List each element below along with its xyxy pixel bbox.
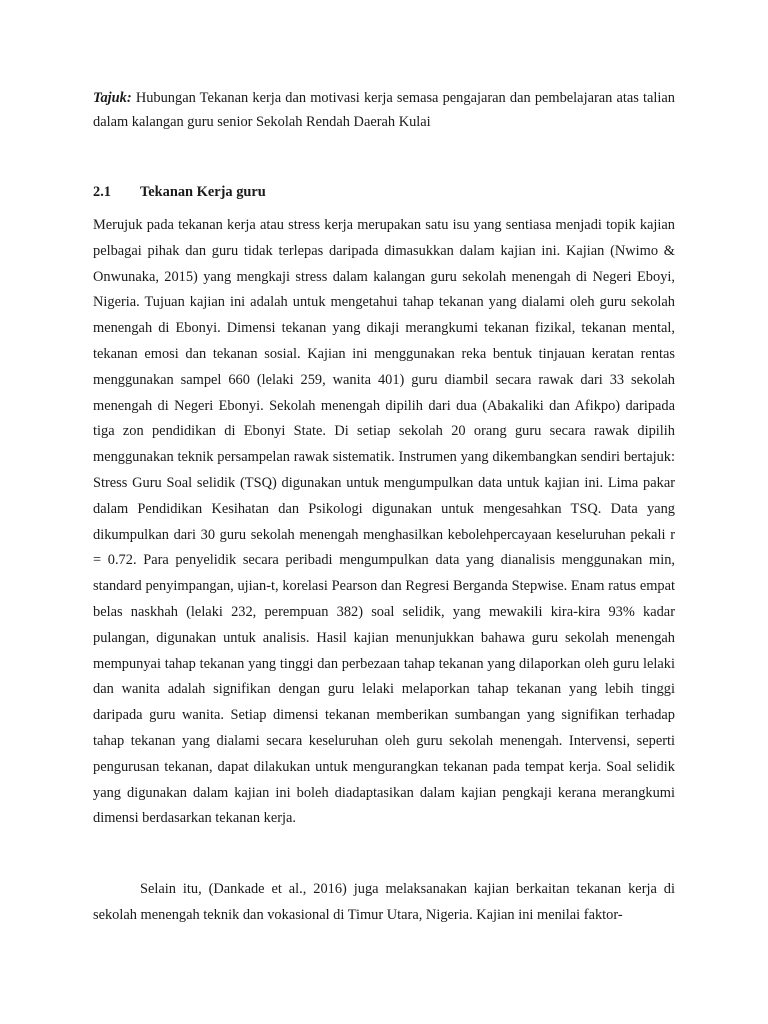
document-title xyxy=(93,86,675,134)
section-title: Tekanan Kerja guru xyxy=(140,184,266,200)
body-paragraph: Merujuk pada tekanan kerja atau stress kerja merupakan satu isu yang sentiasa menjadi topik kajian pelbagai pihak dan guru tidak terlepas daripada dimasukkan dalam kajian ini. Kajian (Nwimo & Onwunaka, 2015) yang mengkaji stress dalam kalangan guru sekolah menengah di Negeri Eboyi, Nigeria. Tujuan kajian ini adalah untuk mengetahui tahap tekanan yang dialami oleh guru sekolah menengah di Ebonyi. Dimensi tekanan yang dikaji merangkumi tekanan fizikal, tekanan mental, tekanan emosi dan tekanan sosial. Kajian ini menggunakan reka bentuk tinjauan keratan rentas menggunakan sampel 660 (lelaki 259, wanita 401) guru diambil secara rawak dari 33 sekolah menengah di Negeri Ebonyi. Sekolah menengah dipilih dari dua (Abakaliki dan Afikpo) daripada tiga zon pendidikan di Ebonyi State. Di setiap sekolah 20 orang guru secara rawak dipilih menggunakan teknik persampelan rawak sistematik. Instrumen yang dikembangkan sendiri bertajuk: Stress Guru Soal selidik (TSQ) digunakan untuk mengumpulkan data untuk kajian ini. Lima pakar dalam Pendidikan Kesihatan dan Psikologi digunakan untuk mengesahkan TSQ. Data yang dikumpulkan dari 30 guru sekolah menengah menghasilkan kebolehpercayaan keseluruhan pekali r = 0.72. Para penyelidik secara peribadi mengumpulkan data yang dianalisis menggunakan min, standard penyimpangan, ujian-t, korelasi Pearson dan Regresi Berganda Stepwise. Enam ratus empat belas naskhah (lelaki 232, perempuan 382) soal selidik, yang mewakili kira-kira 93% kadar pulangan, digunakan untuk analisis. Hasil kajian menunjukkan bahawa guru sekolah menengah mempunyai tahap tekanan yang tinggi dan perbezaan tahap tekanan yang dilaporkan oleh guru lelaki dan wanita adalah signifikan dengan guru lelaki melaporkan tahap tekanan yang lebih tinggi daripada guru wanita. Setiap dimensi tekanan memberikan sumbangan yang signifikan terhadap tahap tekanan yang dialami secara keseluruhan oleh guru sekolah menengah. Intervensi, seperti pengurusan tekanan, dapat dilakukan untuk mengurangkan tekanan pada tempat kerja. Soal selidik yang digunakan dalam kajian ini boleh diadaptasikan dalam kajian pengkaji kerana merangkumi dimensi berdasarkan tekanan kerja. xyxy=(93,217,675,827)
title-text: Hubungan Tekanan kerja dan motivasi kerja semasa pengajaran dan pembelajaran atas talian dalam kalangan guru senior Sekolah Rendah Daerah Kulai xyxy=(93,90,675,130)
section-number: 2.1 xyxy=(93,184,111,200)
title-label: Tajuk: xyxy=(93,90,132,106)
section-heading xyxy=(93,180,675,204)
body-paragraph: Selain itu, (Dankade et al., 2016) juga melaksanakan kajian berkaitan tekanan kerja di sekolah menengah teknik dan vokasional di Timur Utara, Nigeria. Kajian ini menilai faktor- xyxy=(93,881,675,923)
